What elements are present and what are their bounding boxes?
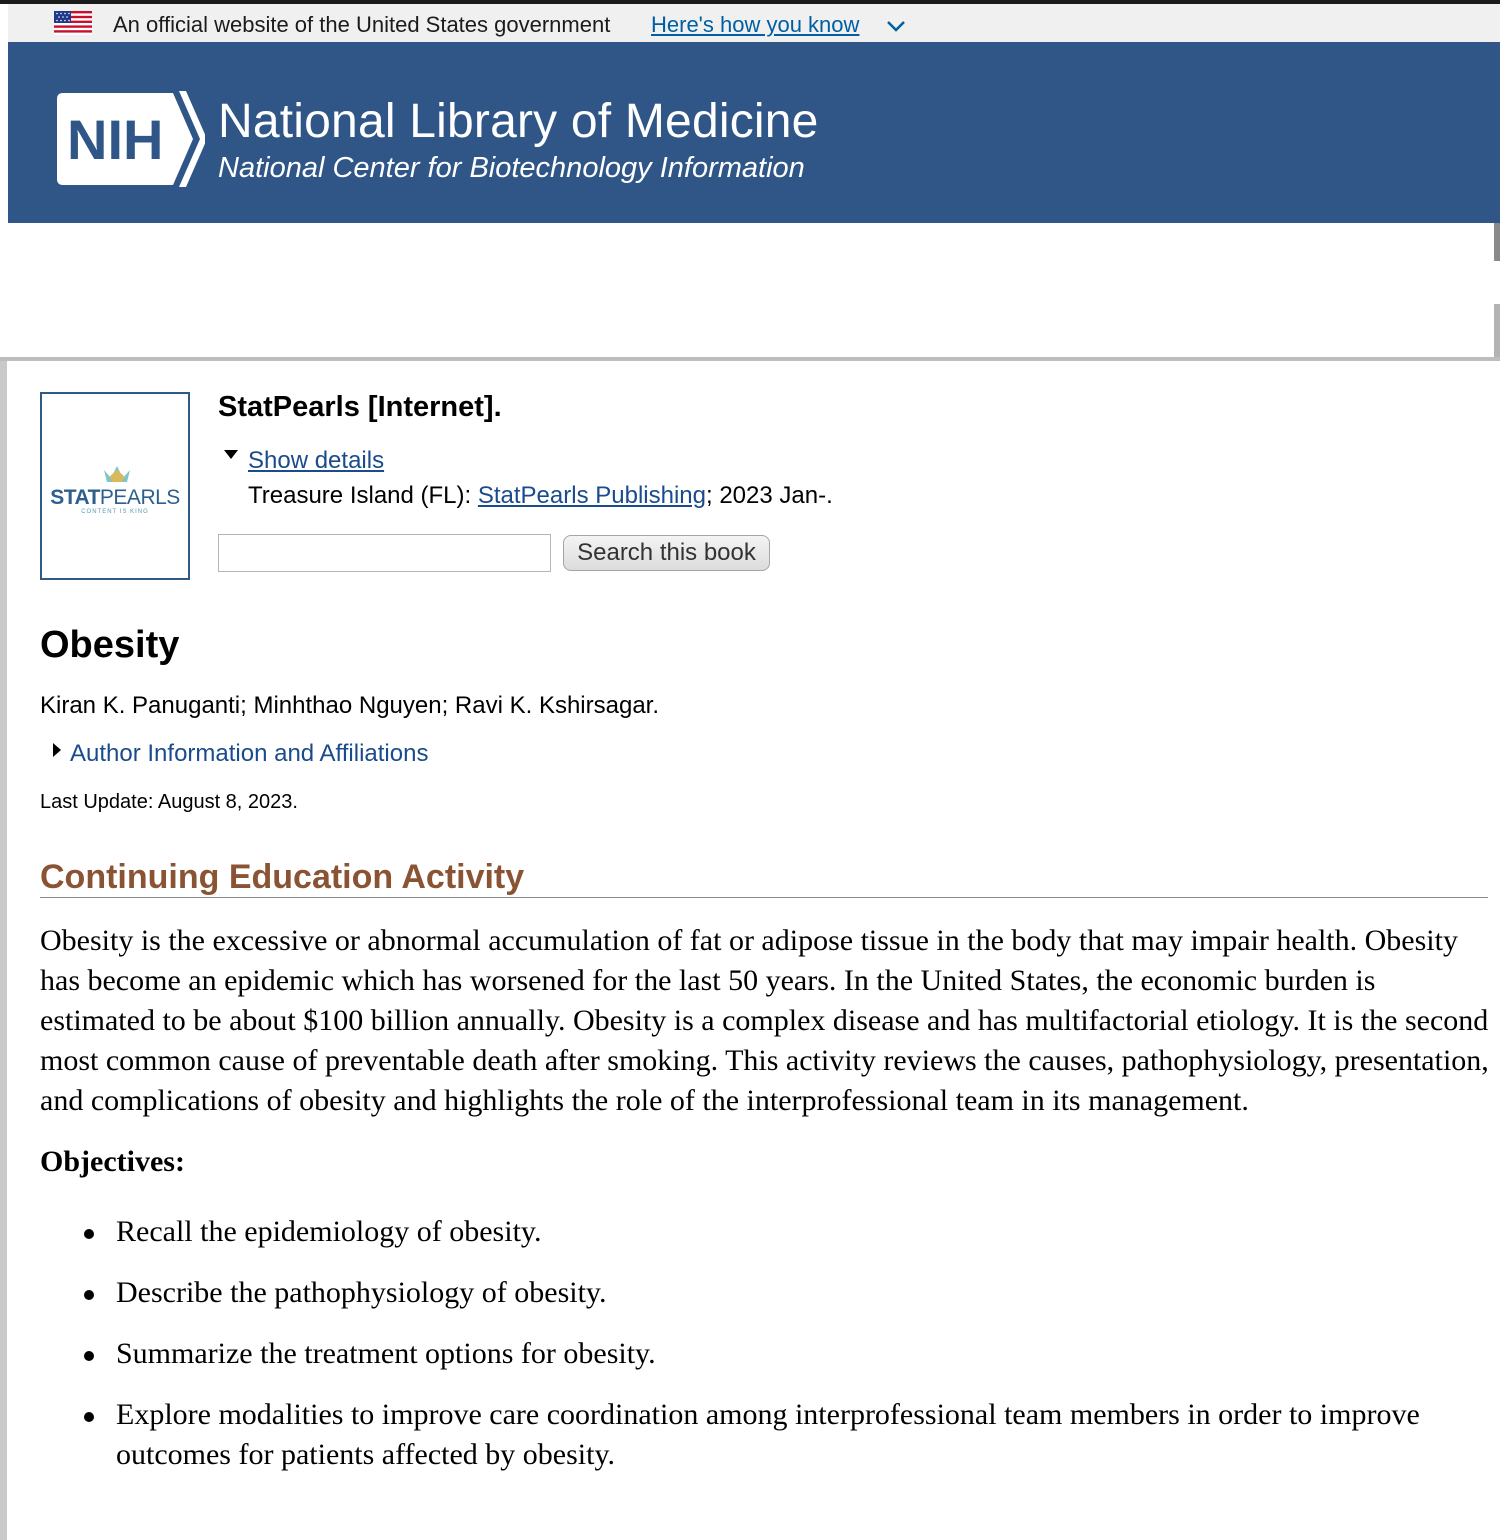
heres-how-you-know-link[interactable]: Here's how you know [651, 12, 860, 37]
section-heading: Continuing Education Activity [40, 858, 525, 896]
header-separator [0, 357, 1500, 361]
left-gutter [0, 361, 7, 1540]
chapter-title: Obesity [40, 624, 180, 666]
nlm-header [8, 42, 1500, 223]
objective-text: Recall the epidemiology of obesity. [116, 1215, 542, 1248]
bullet-icon [84, 1290, 94, 1300]
us-flag-icon [54, 11, 92, 35]
publication-line [248, 482, 833, 510]
book-cover[interactable] [40, 392, 190, 580]
site-title[interactable]: National Library of Medicine [218, 95, 819, 148]
book-title: StatPearls [Internet]. [218, 391, 502, 423]
gov-banner-text: An official website of the United States government [113, 12, 611, 37]
scrollbar-track[interactable] [1494, 223, 1500, 261]
objective-item [40, 1212, 1492, 1252]
bullet-icon [84, 1412, 94, 1422]
show-details-link[interactable]: Show details [248, 447, 385, 474]
authors: Kiran K. Panuganti; Minhthao Nguyen; Ravi K. Kshirsagar. [40, 692, 660, 719]
objective-text: Describe the pathophysiology of obesity. [116, 1276, 607, 1309]
scrollbar-thumb[interactable] [1494, 304, 1500, 358]
nih-logo[interactable] [55, 91, 205, 187]
book-search-input[interactable] [218, 534, 551, 572]
bullet-icon [84, 1229, 94, 1239]
objectives-label: Objectives: [40, 1145, 185, 1178]
caret-down-icon[interactable] [224, 450, 238, 460]
objective-text: Explore modalities to improve care coordination among interprofessional team members in order to improve outcomes for patients affected by obesity. [116, 1398, 1420, 1471]
bullet-icon [84, 1351, 94, 1361]
objective-item [40, 1334, 1492, 1374]
cover-brand-light: PEARLS [99, 486, 180, 509]
objective-text: Summarize the treatment options for obesity. [116, 1337, 656, 1370]
crown-icon [102, 464, 132, 484]
publisher-link[interactable]: StatPearls Publishing [477, 482, 706, 509]
objectives-list [40, 1212, 1492, 1496]
caret-right-icon[interactable] [52, 743, 62, 757]
pub-prefix: Treasure Island (FL): [248, 482, 478, 509]
objective-item [40, 1395, 1492, 1475]
search-book-button[interactable]: Search this book [563, 535, 770, 571]
last-update: Last Update: August 8, 2023. [40, 791, 298, 813]
author-affiliations-link[interactable]: Author Information and Affiliations [70, 740, 429, 767]
section-paragraph: Obesity is the excessive or abnormal accumulation of fat or adipose tissue in the body that may impair health. Obesity has become an epidemic which has worsened for the last 50 years. In the United States, the economic burden is estimated to be about $100 billion annually. Obesity is a complex disease and has multifactorial etiology. It is the second most common cause of preventable death after smoking. This activity reviews the causes, pathophysiology, presentation, and complications of obesity and highlights the role of the interprofessional team in its management. [40, 924, 1489, 1117]
pub-suffix: ; 2023 Jan-. [706, 482, 833, 509]
chevron-down-icon[interactable] [886, 19, 906, 33]
section-divider [40, 897, 1488, 898]
cover-brand-bold: STAT [50, 486, 100, 509]
site-subtitle: National Center for Biotechnology Information [218, 152, 805, 184]
cover-brand [42, 486, 188, 510]
gov-banner [8, 4, 1500, 42]
objective-item [40, 1273, 1492, 1313]
nih-logo-text: NIH [67, 108, 164, 171]
cover-tagline: CONTENT IS KING [81, 509, 149, 515]
